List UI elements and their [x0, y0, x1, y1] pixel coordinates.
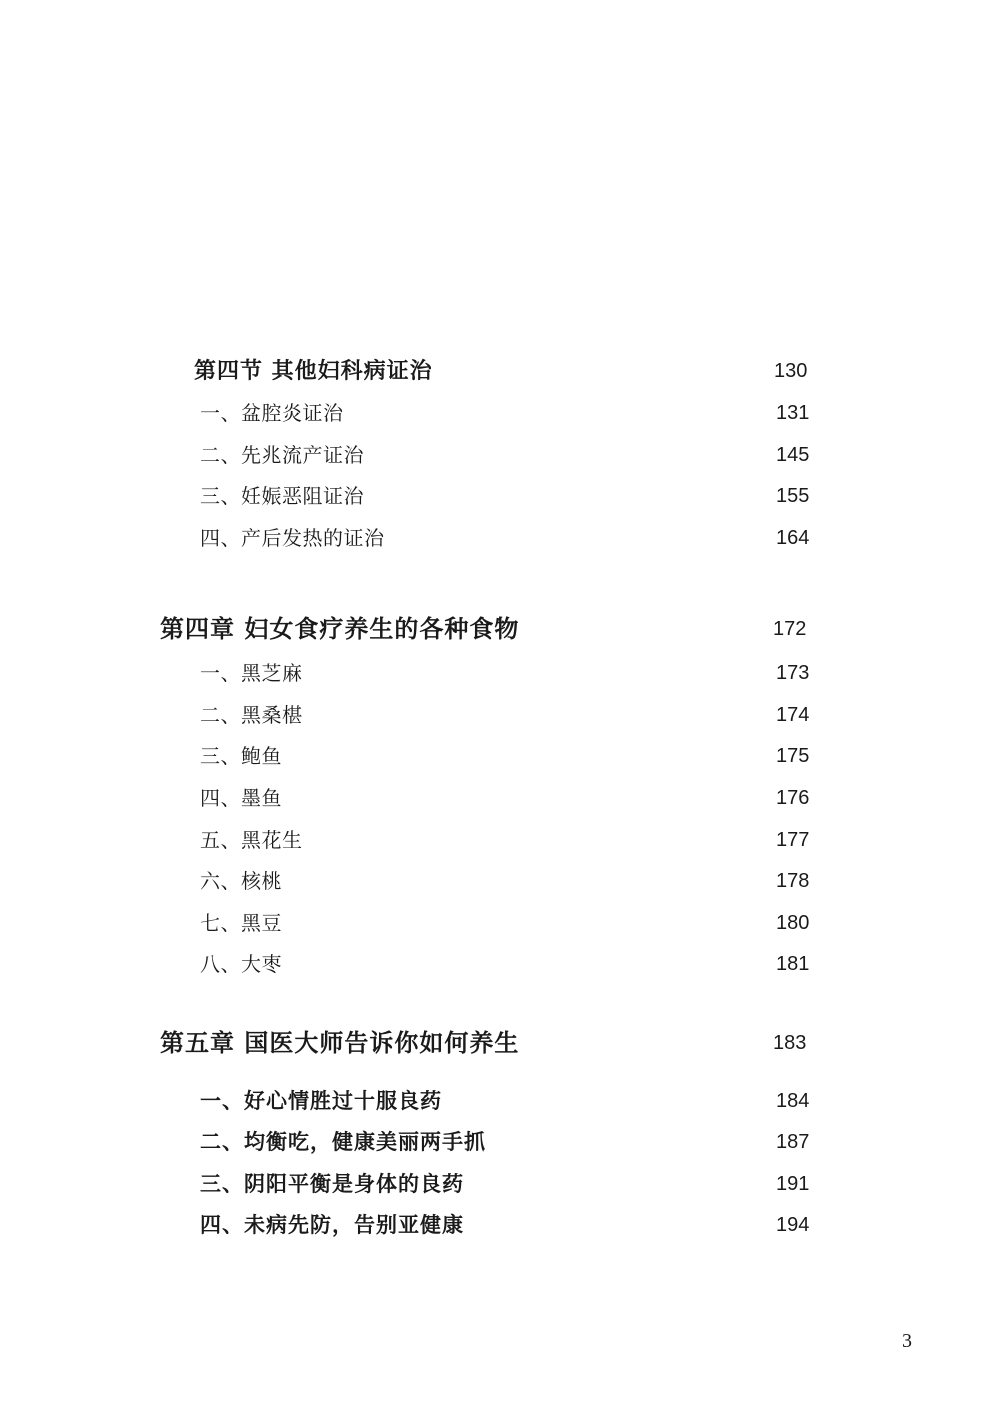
toc-item [200, 1164, 814, 1204]
toc-item [200, 393, 814, 433]
toc-entry-page: 173 [776, 662, 810, 684]
toc-entry-title: 一、好心情胜过十服良药 [200, 1088, 442, 1113]
toc-item [200, 1081, 814, 1121]
toc-entry-title: 一、盆腔炎证治 [200, 401, 344, 425]
toc-entry-page: 177 [776, 829, 810, 851]
toc-entry-title: 七、黑豆 [200, 911, 282, 935]
toc-entry-page: 180 [776, 912, 810, 934]
toc-item [200, 778, 814, 818]
toc-entry-page: 145 [776, 444, 810, 466]
toc-entry-page: 194 [776, 1214, 810, 1236]
toc-entry-page: 155 [776, 485, 810, 507]
toc-entry-title: 四、未病先防，告别亚健康 [200, 1212, 464, 1237]
toc-entry-page: 164 [776, 527, 810, 549]
toc-entry-title: 三、阴阳平衡是身体的良药 [200, 1171, 464, 1196]
toc-chapter-4 [160, 609, 820, 649]
toc-entry-page: 172 [773, 618, 807, 640]
toc-item [200, 1122, 814, 1162]
toc-item [200, 476, 814, 516]
toc-entry-title: 五、黑花生 [200, 828, 303, 852]
toc-entry-title: 一、黑芝麻 [200, 661, 303, 685]
toc-item [200, 903, 814, 943]
toc-item [200, 518, 814, 558]
toc-item [200, 944, 814, 984]
toc-entry-title: 八、大枣 [200, 952, 282, 976]
toc-entry-page: 131 [776, 402, 810, 424]
toc-item [200, 695, 814, 735]
toc-entry-page: 130 [774, 360, 808, 382]
toc-item [200, 435, 814, 475]
toc-chapter-5 [160, 1023, 820, 1063]
toc-entry-title: 第四章 妇女食疗养生的各种食物 [160, 614, 520, 643]
toc-entry-title: 六、核桃 [200, 869, 282, 893]
toc-entry-title: 二、均衡吃，健康美丽两手抓 [200, 1129, 486, 1154]
toc-entry-page: 176 [776, 787, 810, 809]
page-number: 3 [902, 1330, 912, 1352]
toc-entry-title: 二、先兆流产证治 [200, 443, 364, 467]
toc-entry-title: 三、鲍鱼 [200, 744, 282, 768]
toc-entry-page: 178 [776, 870, 810, 892]
toc-entry-page: 181 [776, 953, 810, 975]
toc-item [200, 653, 814, 693]
toc-item [200, 736, 814, 776]
toc-item [200, 820, 814, 860]
toc-entry-page: 187 [776, 1131, 810, 1153]
toc-entry-title: 四、产后发热的证治 [200, 526, 385, 550]
toc-entry-title: 第五章 国医大师告诉你如何养生 [160, 1028, 520, 1057]
toc-entry-page: 174 [776, 704, 810, 726]
toc-entry-page: 175 [776, 745, 810, 767]
toc-entry-title: 三、妊娠恶阻证治 [200, 484, 364, 508]
toc-entry-title: 第四节 其他妇科病证治 [194, 358, 433, 384]
toc-entry-page: 191 [776, 1173, 810, 1195]
toc-entry-title: 二、黑桑椹 [200, 703, 303, 727]
toc-entry-page: 184 [776, 1090, 810, 1112]
toc-item [200, 1205, 814, 1245]
toc-item [200, 861, 814, 901]
toc-entry-page: 183 [773, 1032, 807, 1054]
toc-section-4 [194, 351, 814, 391]
toc-entry-title: 四、墨鱼 [200, 786, 282, 810]
